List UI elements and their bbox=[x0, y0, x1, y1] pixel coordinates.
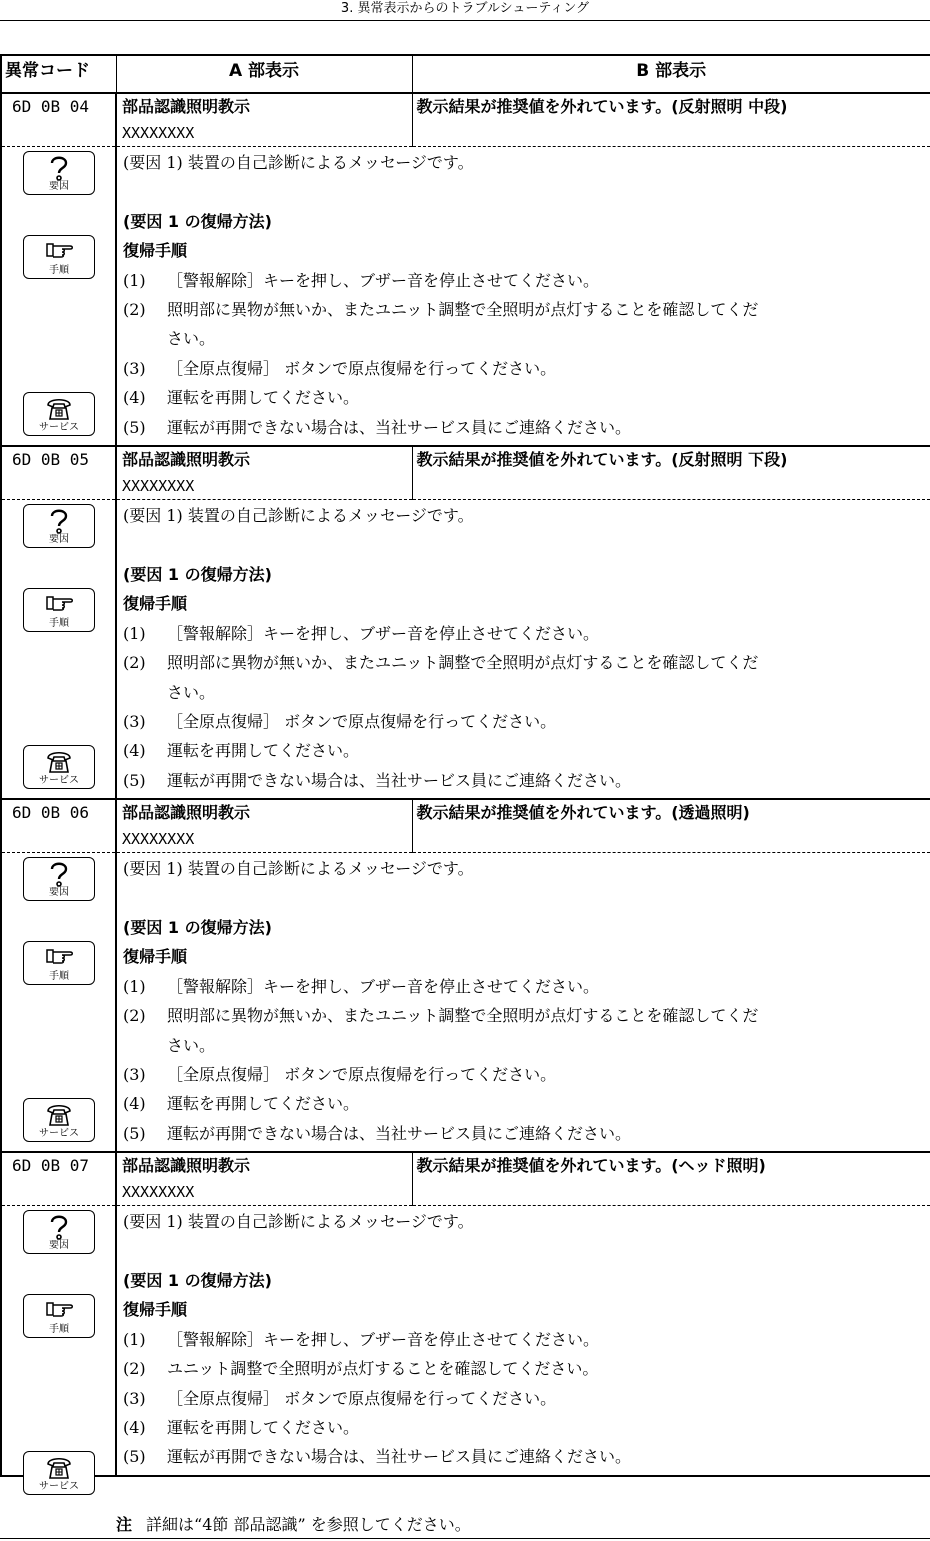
procedure-icon-label: 手順 bbox=[49, 618, 69, 630]
step-line bbox=[123, 1060, 930, 1089]
step-line bbox=[123, 1413, 930, 1442]
page-header bbox=[0, 0, 930, 21]
step-line bbox=[123, 295, 930, 324]
a-display-line1: 部品認識照明教示 bbox=[122, 1156, 251, 1176]
step-number: (5) bbox=[123, 417, 146, 437]
step-number: (5) bbox=[123, 1123, 146, 1143]
table-header-row bbox=[1, 55, 930, 93]
step-line bbox=[123, 736, 930, 765]
icon-column bbox=[1, 853, 116, 1153]
step-text: ［警報解除］キーを押し、ブザー音を停止させてください。 bbox=[167, 270, 600, 290]
step-text: ［全原点復帰］ ボタンで原点復帰を行ってください。 bbox=[167, 711, 557, 731]
step-number: (3) bbox=[123, 711, 146, 731]
procedure-icon bbox=[23, 235, 95, 279]
cause-icon-label: 要因 bbox=[49, 1240, 69, 1252]
header-a-display: A 部表示 bbox=[116, 55, 412, 93]
procedure-title: 復帰手順 bbox=[123, 947, 188, 967]
cause-icon-label: 要因 bbox=[49, 887, 69, 899]
cause-text: (要因 1) 装置の自己診断によるメッセージです。 bbox=[123, 1212, 474, 1232]
code-row bbox=[1, 1152, 930, 1206]
procedure-icon bbox=[23, 588, 95, 632]
step-line bbox=[123, 1384, 930, 1413]
detail-row bbox=[1, 500, 930, 800]
b-display-cell: 教示結果が推奨値を外れています。(反射照明 中段) bbox=[416, 97, 788, 116]
recovery-title: (要因 1 の復帰方法) bbox=[123, 564, 272, 584]
step-text: 運転が再開できない場合は、当社サービス員にご連絡ください。 bbox=[167, 770, 632, 790]
page-header-title: 3. 異常表示からのトラブルシューティング bbox=[340, 1, 590, 16]
step-line bbox=[123, 707, 930, 736]
cause-text: (要因 1) 装置の自己診断によるメッセージです。 bbox=[123, 859, 474, 879]
blank-line bbox=[123, 177, 930, 206]
step-number: (4) bbox=[123, 388, 146, 408]
procedure-icon bbox=[23, 1294, 95, 1338]
procedure-title: 復帰手順 bbox=[123, 594, 188, 614]
service-icon-label: サービス bbox=[39, 422, 79, 433]
detail-row bbox=[1, 1206, 930, 1476]
step-line bbox=[123, 413, 930, 442]
error-code-cell: 6D 0B 05 bbox=[1, 446, 116, 500]
step-number: (2) bbox=[123, 653, 146, 673]
error-code-cell: 6D 0B 04 bbox=[1, 93, 116, 147]
step-text: ［警報解除］キーを押し、ブザー音を停止させてください。 bbox=[167, 623, 600, 643]
step-line bbox=[123, 1089, 930, 1118]
step-line bbox=[123, 1001, 930, 1030]
a-display-cell bbox=[116, 93, 412, 147]
blank-line bbox=[123, 1237, 930, 1266]
error-code-table bbox=[0, 54, 930, 1493]
a-display-line1: 部品認識照明教示 bbox=[122, 450, 251, 470]
step-line bbox=[123, 648, 930, 677]
service-icon bbox=[23, 392, 95, 436]
detail-row bbox=[1, 147, 930, 447]
step-number: (1) bbox=[123, 623, 146, 643]
detail-row bbox=[1, 853, 930, 1153]
procedure-icon-label: 手順 bbox=[49, 265, 69, 276]
cause-text: (要因 1) 装置の自己診断によるメッセージです。 bbox=[123, 153, 474, 172]
icon-column bbox=[1, 500, 116, 800]
step-text: ［警報解除］キーを押し、ブザー音を停止させてください。 bbox=[167, 976, 600, 996]
code-row bbox=[1, 446, 930, 500]
step-text: ［全原点復帰］ ボタンで原点復帰を行ってください。 bbox=[167, 358, 557, 378]
step-continuation: さい。 bbox=[167, 329, 216, 349]
recovery-title: (要因 1 の復帰方法) bbox=[123, 917, 272, 937]
step-line bbox=[123, 1325, 930, 1354]
recovery-title: (要因 1 の復帰方法) bbox=[123, 1271, 272, 1290]
step-continuation: さい。 bbox=[167, 682, 216, 702]
step-line bbox=[123, 266, 930, 295]
step-line bbox=[123, 354, 930, 383]
step-number: (5) bbox=[123, 770, 146, 790]
footnote-label: 注 bbox=[116, 1515, 133, 1534]
a-display-line2: XXXXXXXX bbox=[122, 124, 195, 142]
step-number: (3) bbox=[123, 358, 146, 378]
footnote-text: 詳細は“4節 部品認識” を参照してください。 bbox=[146, 1515, 471, 1534]
step-line bbox=[123, 1354, 930, 1383]
a-display-cell bbox=[116, 446, 412, 500]
step-text: 運転を再開してください。 bbox=[167, 388, 360, 408]
blank-line bbox=[123, 530, 930, 559]
procedure-icon bbox=[23, 941, 95, 985]
header-error-code: 異常コード bbox=[1, 55, 116, 93]
step-number: (5) bbox=[123, 1447, 146, 1467]
detail-cell bbox=[116, 1206, 930, 1476]
step-text: 照明部に異物が無いか、またユニット調整で全照明が点灯することを確認してくだ bbox=[167, 1006, 759, 1026]
blank-line bbox=[123, 884, 930, 913]
cause-icon-label: 要因 bbox=[49, 181, 69, 192]
step-number: (3) bbox=[123, 1388, 146, 1408]
a-display-cell bbox=[116, 1152, 412, 1206]
cause-icon bbox=[23, 151, 95, 195]
service-icon-label: サービス bbox=[39, 1481, 79, 1493]
detail-cell bbox=[116, 147, 930, 447]
step-line bbox=[123, 619, 930, 648]
code-row bbox=[1, 799, 930, 853]
a-display-line2: XXXXXXXX bbox=[122, 477, 195, 496]
step-line bbox=[123, 972, 930, 1001]
step-text: ［全原点復帰］ ボタンで原点復帰を行ってください。 bbox=[167, 1388, 557, 1408]
step-text: 運転を再開してください。 bbox=[167, 1094, 360, 1114]
footer-rule bbox=[0, 1538, 930, 1539]
a-display-line1: 部品認識照明教示 bbox=[122, 803, 251, 823]
step-line bbox=[123, 766, 930, 795]
service-icon bbox=[23, 1098, 95, 1142]
step-continuation: さい。 bbox=[167, 1035, 216, 1055]
step-text: ［警報解除］キーを押し、ブザー音を停止させてください。 bbox=[167, 1329, 600, 1349]
step-number: (1) bbox=[123, 1329, 146, 1349]
step-line bbox=[123, 1119, 930, 1148]
a-display-line2: XXXXXXXX bbox=[122, 1183, 195, 1202]
recovery-title: (要因 1 の復帰方法) bbox=[123, 211, 272, 231]
cause-text: (要因 1) 装置の自己診断によるメッセージです。 bbox=[123, 506, 474, 526]
step-number: (2) bbox=[123, 1006, 146, 1026]
detail-cell bbox=[116, 853, 930, 1153]
service-icon-label: サービス bbox=[39, 1128, 79, 1140]
step-text: 運転が再開できない場合は、当社サービス員にご連絡ください。 bbox=[167, 1447, 632, 1467]
step-text: 運転が再開できない場合は、当社サービス員にご連絡ください。 bbox=[167, 1123, 632, 1143]
footnote bbox=[116, 1514, 471, 1536]
step-number: (2) bbox=[123, 300, 146, 320]
step-number: (3) bbox=[123, 1064, 146, 1084]
step-text: 照明部に異物が無いか、またユニット調整で全照明が点灯することを確認してくだ bbox=[167, 653, 759, 673]
step-text: 運転を再開してください。 bbox=[167, 741, 360, 761]
step-number: (1) bbox=[123, 270, 146, 290]
step-text: ユニット調整で全照明が点灯することを確認してください。 bbox=[167, 1359, 599, 1379]
step-line bbox=[123, 383, 930, 412]
error-code-cell: 6D 0B 06 bbox=[1, 799, 116, 853]
cause-icon-label: 要因 bbox=[49, 534, 69, 546]
step-number: (2) bbox=[123, 1359, 146, 1379]
service-icon-label: サービス bbox=[39, 775, 79, 787]
step-text: ［全原点復帰］ ボタンで原点復帰を行ってください。 bbox=[167, 1064, 557, 1084]
b-display-cell: 教示結果が推奨値を外れています。(ヘッド照明) bbox=[412, 1152, 930, 1206]
step-number: (4) bbox=[123, 1094, 146, 1114]
cause-icon bbox=[23, 857, 95, 901]
step-number: (4) bbox=[123, 1418, 146, 1438]
code-row bbox=[1, 93, 930, 147]
step-number: (1) bbox=[123, 976, 146, 996]
step-line bbox=[123, 1442, 930, 1471]
b-display-cell: 教示結果が推奨値を外れています。(透過照明) bbox=[412, 799, 930, 853]
cause-icon bbox=[23, 504, 95, 548]
step-text: 照明部に異物が無いか、またユニット調整で全照明が点灯することを確認してくだ bbox=[167, 300, 759, 320]
a-display-cell bbox=[116, 799, 412, 853]
step-number: (4) bbox=[123, 741, 146, 761]
service-icon bbox=[23, 745, 95, 789]
procedure-title: 復帰手順 bbox=[123, 1300, 188, 1320]
service-icon bbox=[23, 1451, 95, 1495]
procedure-icon-label: 手順 bbox=[49, 1324, 69, 1336]
icon-column bbox=[1, 1206, 116, 1493]
a-display-line2: XXXXXXXX bbox=[122, 830, 195, 849]
procedure-title: 復帰手順 bbox=[123, 241, 188, 261]
a-display-line1: 部品認識照明教示 bbox=[122, 97, 251, 116]
icon-column bbox=[1, 147, 116, 447]
error-code-cell: 6D 0B 07 bbox=[1, 1152, 116, 1206]
step-text: 運転が再開できない場合は、当社サービス員にご連絡ください。 bbox=[167, 417, 632, 437]
cause-icon bbox=[23, 1210, 95, 1254]
header-b-display: B 部表示 bbox=[412, 55, 930, 93]
table-body bbox=[1, 93, 930, 1493]
procedure-icon-label: 手順 bbox=[49, 971, 69, 983]
detail-cell bbox=[116, 500, 930, 800]
step-text: 運転を再開してください。 bbox=[167, 1418, 360, 1438]
b-display-cell: 教示結果が推奨値を外れています。(反射照明 下段) bbox=[412, 446, 930, 500]
